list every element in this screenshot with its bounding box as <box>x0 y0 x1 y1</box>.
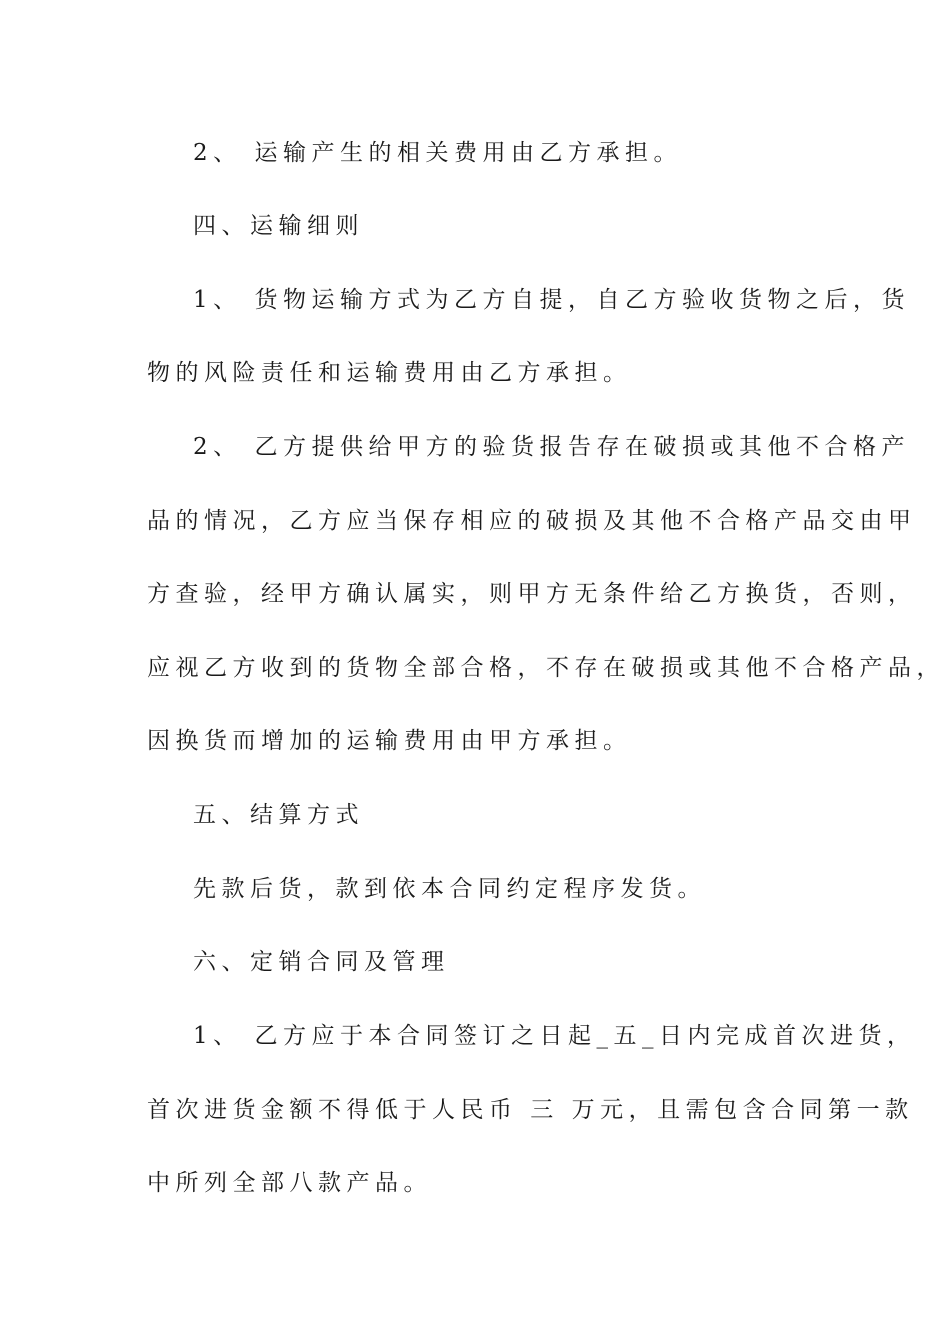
paragraph-line-9: 因换货而增加的运输费用由甲方承担。 <box>147 728 632 754</box>
paragraph-line-3: 1、 货物运输方式为乙方自提，自乙方验收货物之后，货 <box>193 287 910 313</box>
paragraph-line-6: 品的情况，乙方应当保存相应的破损及其他不合格产品交由甲 <box>147 508 917 534</box>
section-heading-settlement: 五、结算方式 <box>193 802 364 828</box>
paragraph-line-15: 中所列全部八款产品。 <box>147 1170 432 1196</box>
paragraph-line-14: 首次进货金额不得低于人民币 三 万元，且需包含合同第一款 <box>147 1097 914 1123</box>
section-heading-contract-management: 六、定销合同及管理 <box>193 949 450 975</box>
paragraph-line-5: 2、 乙方提供给甲方的验货报告存在破损或其他不合格产 <box>193 434 910 460</box>
paragraph-line-11: 先款后货，款到依本合同约定程序发货。 <box>193 876 706 902</box>
paragraph-line-13: 1、 乙方应于本合同签订之日起_五_日内完成首次进货， <box>193 1023 916 1049</box>
paragraph-line-7: 方查验，经甲方确认属实，则甲方无条件给乙方换货，否则， <box>147 581 917 607</box>
paragraph-line-1: 2、 运输产生的相关费用由乙方承担。 <box>193 140 682 166</box>
paragraph-line-8: 应视乙方收到的货物全部合格，不存在破损或其他不合格产品， <box>147 655 945 681</box>
section-heading-transport: 四、运输细则 <box>193 213 364 239</box>
paragraph-line-4: 物的风险责任和运输费用由乙方承担。 <box>147 360 632 386</box>
